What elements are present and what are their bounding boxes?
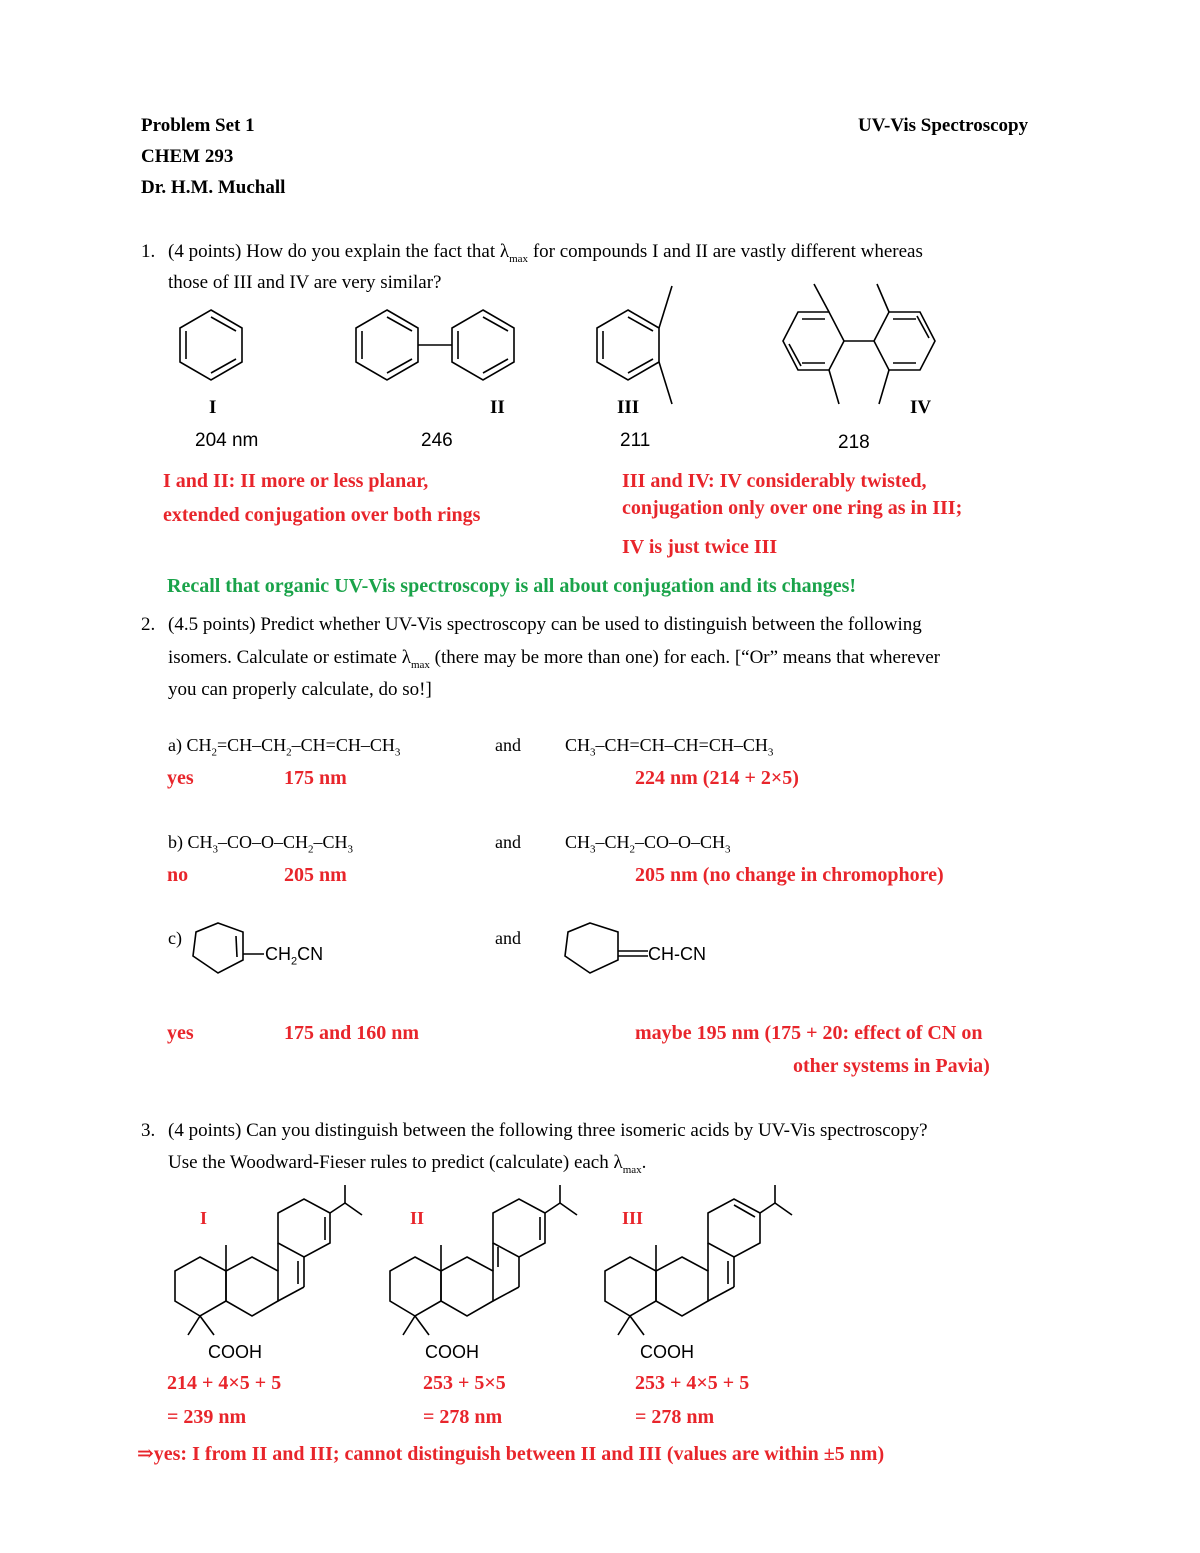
q1-value-ii: 246 <box>421 430 453 451</box>
q2b-right-formula: $CH_3-CH_2-CO-O-CH_3$ <box>565 832 731 856</box>
q2a-right-formula: $CH_3-CH=CH-CH=CH-CH_3$ <box>565 735 774 759</box>
q1-label-iv: IV <box>910 397 932 418</box>
q2b-left-formula: b) $CH_3-CO-O-CH_2-CH_3$ <box>168 832 354 856</box>
q3-number: 3. <box>141 1120 156 1141</box>
q2c-right-substituent: CH-CN <box>648 944 706 964</box>
q2a-answer-right: 224 nm (214 + 2×5) <box>635 767 799 789</box>
q1-answer-right-line1: III and IV: IV considerably twisted, <box>622 470 927 492</box>
q2b-answer-right: 205 nm (no change in chromophore) <box>635 864 944 886</box>
q1-text-line2: those of III and IV are very similar? <box>168 272 442 293</box>
q1-value-iii: 211 <box>620 430 651 451</box>
q2a-and: and <box>495 735 521 755</box>
acid-iii-result: = 278 nm <box>635 1406 715 1428</box>
acid-ii-structure <box>385 1185 585 1345</box>
q1-value-i: 204 nm <box>195 430 259 451</box>
q2c-left-substituent: $CH_2CN$ <box>265 944 324 968</box>
q1-answer-left-line1: I and II: II more or less planar, <box>163 470 429 492</box>
q3-conclusion: ⇒yes: I from II and III; cannot distinguish between II and III (values are within ±5 nm) <box>137 1443 885 1465</box>
q1-answer-right-line2: conjugation only over one ring as in III; <box>622 497 963 519</box>
q2-text-line3: you can properly calculate, do so!] <box>168 679 432 700</box>
acid-iii-cooh: COOH <box>640 1342 694 1362</box>
q2b-answer-no: no <box>167 864 189 886</box>
q2c-answer-right-line2: other systems in Pavia) <box>793 1055 990 1077</box>
q2-text-line2: isomers. Calculate or estimate $\lambda_{max}$ (there may be more than one) for each. [“Or” means that wherever <box>168 647 941 671</box>
q1-label-ii: II <box>490 397 505 418</box>
cyclopentylidene-structure <box>560 918 660 988</box>
q2c-label: c) <box>168 928 182 948</box>
acid-i-cooh: COOH <box>208 1342 262 1362</box>
q1-answer-left-line2: extended conjugation over both rings <box>163 504 481 526</box>
q2b-and: and <box>495 832 521 852</box>
acid-iii-structure <box>600 1185 800 1345</box>
q2c-answer-left: 175 and 160 nm <box>284 1022 420 1044</box>
course-code: CHEM 293 <box>141 146 234 167</box>
acid-ii-result: = 278 nm <box>423 1406 503 1428</box>
q1-label-iii: III <box>617 397 640 418</box>
q1-value-iv: 218 <box>838 432 870 453</box>
q2c-and: and <box>495 928 521 948</box>
q3-label-ii: II <box>410 1208 425 1228</box>
q2c-answer-right-line1: maybe 195 nm (175 + 20: effect of CN on <box>635 1022 983 1044</box>
q2-text-line1: (4.5 points) Predict whether UV-Vis spectroscopy can be used to distinguish between the following <box>168 614 922 635</box>
acid-ii-cooh: COOH <box>425 1342 479 1362</box>
q1-text-line1: (4 points) How do you explain the fact that $\lambda_{max}$ for compounds I and II are vastly different whereas <box>168 241 923 265</box>
q2-number: 2. <box>141 614 156 635</box>
q1-label-i: I <box>209 397 217 418</box>
q1-answer-right-line3: IV is just twice III <box>622 536 778 558</box>
problem-set-title: Problem Set 1 <box>141 115 255 136</box>
q3-label-iii: III <box>622 1208 644 1228</box>
q2c-answer-yes: yes <box>167 1022 194 1044</box>
benzene-structure <box>170 306 254 386</box>
q3-text-line2: Use the Woodward-Fieser rules to predict (calculate) each $\lambda_{max}$. <box>168 1152 647 1176</box>
instructor-name: Dr. H.M. Muchall <box>141 177 286 198</box>
acid-i-structure <box>170 1185 370 1345</box>
q3-label-i: I <box>200 1208 208 1228</box>
acid-iii-calc: 253 + 4×5 + 5 <box>635 1372 750 1394</box>
biphenyl-structure <box>345 306 530 386</box>
q1-number: 1. <box>141 241 156 262</box>
recall-note: Recall that organic UV-Vis spectroscopy is all about conjugation and its changes! <box>167 575 857 597</box>
acid-i-calc: 214 + 4×5 + 5 <box>167 1372 282 1394</box>
tetramethylbiphenyl-structure <box>764 284 954 408</box>
acid-ii-calc: 253 + 5×5 <box>423 1372 506 1394</box>
m-xylene-structure <box>590 284 680 406</box>
q2b-answer-left: 205 nm <box>284 864 347 886</box>
q2a-answer-left: 175 nm <box>284 767 347 789</box>
acid-i-result: = 239 nm <box>167 1406 247 1428</box>
q3-text-line1: (4 points) Can you distinguish between the following three isomeric acids by UV-Vis spectroscopy? <box>168 1120 928 1141</box>
q2a-left-formula: a) $CH_2=CH-CH_2-CH=CH-CH_3$ <box>168 735 401 759</box>
topic-title: UV-Vis Spectroscopy <box>858 115 1029 136</box>
q2a-answer-yes: yes <box>167 767 194 789</box>
